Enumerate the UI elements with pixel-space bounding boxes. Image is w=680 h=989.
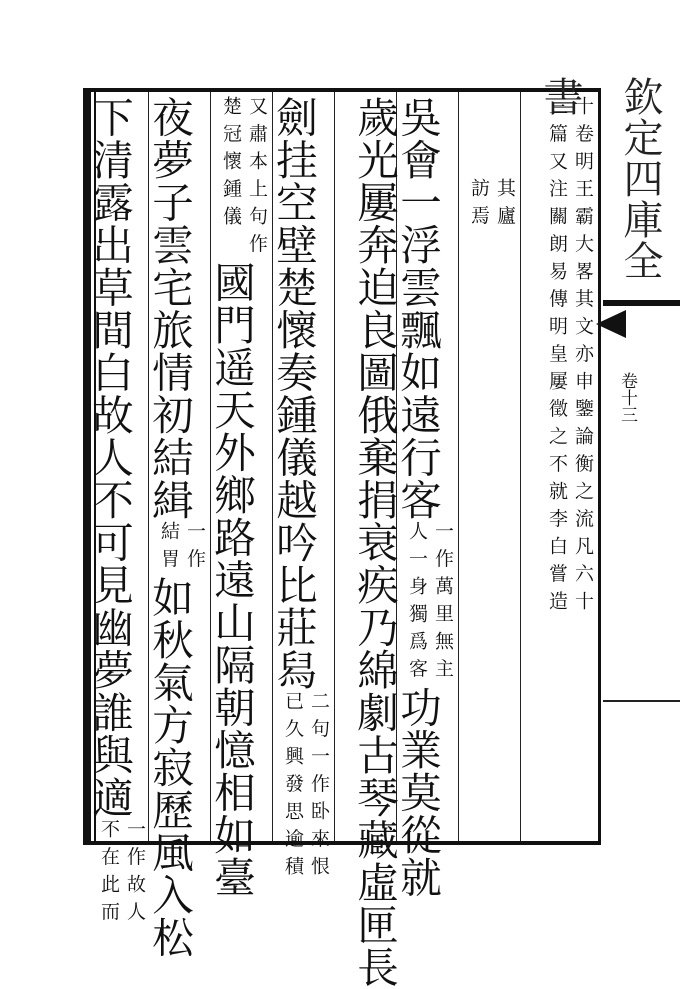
note-line: 人一身獨爲客 [406,521,428,686]
text-column-2 [468,178,518,923]
column-divider [334,92,335,841]
inline-note [280,691,332,884]
note-line: 訪焉 [468,178,490,233]
main-text: 下清露出草間白故人不可見幽夢誰與適 [85,96,134,819]
column-divider [520,92,521,841]
text-column-5 [269,96,332,884]
text-column-1 [546,96,596,841]
main-text: 劍挂空壁楚懷奏鍾儀越吟比莊舄 [269,96,318,691]
note-line: 不在此而 [98,818,120,929]
text-column-6 [207,96,270,899]
note-line: 一作萬里無主 [432,521,454,686]
inline-note [156,521,208,576]
inline-note [218,96,270,261]
note-line: 三篇又注關朗易傳明皇屢徵之不就李白嘗造 [546,96,568,619]
main-text: 歲光屢奔迫良圖俄棄捐衰疾乃綿劇古琴藏虛匣長 [350,96,399,989]
note-line: 結胃 [158,521,180,576]
volume-label: 卷十三 [617,372,637,423]
text-column-4 [340,96,399,989]
text-column-7 [145,96,208,959]
inline-note [96,819,148,929]
note-line: 楚冠懷鍾儀 [220,96,242,234]
column-divider [458,92,459,841]
main-text: 功業莫從就 [393,686,442,899]
note-line: 又肅本上句作 [246,96,268,261]
main-text: 如秋氣方寂歷風入松 [145,576,194,959]
note-line: 其廬 [494,178,516,233]
main-text: 夜夢子雲宅旅情初結緝 [145,96,194,521]
note-line: 一作 [184,521,206,576]
main-text: 國門遥天外鄉路遠山隔朝憶相如臺 [207,261,256,899]
note-line: 已久興發思逾積 [282,691,304,884]
text-column-8 [85,96,148,929]
text-column-3 [393,96,456,899]
side-divider [603,700,680,702]
note-line: 二句一作卧來恨 [308,691,330,884]
fishtail-bar [603,300,680,306]
fishtail-mark [596,310,626,338]
inline-note [404,521,456,686]
note-line: 十卷明王霸大畧其文亦申鑒論衡之流凡六十 [572,96,594,619]
main-text: 吳會一浮雲飄如遠行客 [393,96,442,521]
note-line: 一作故人 [124,818,146,929]
book-title: 欽定四庫全書 [537,76,663,281]
